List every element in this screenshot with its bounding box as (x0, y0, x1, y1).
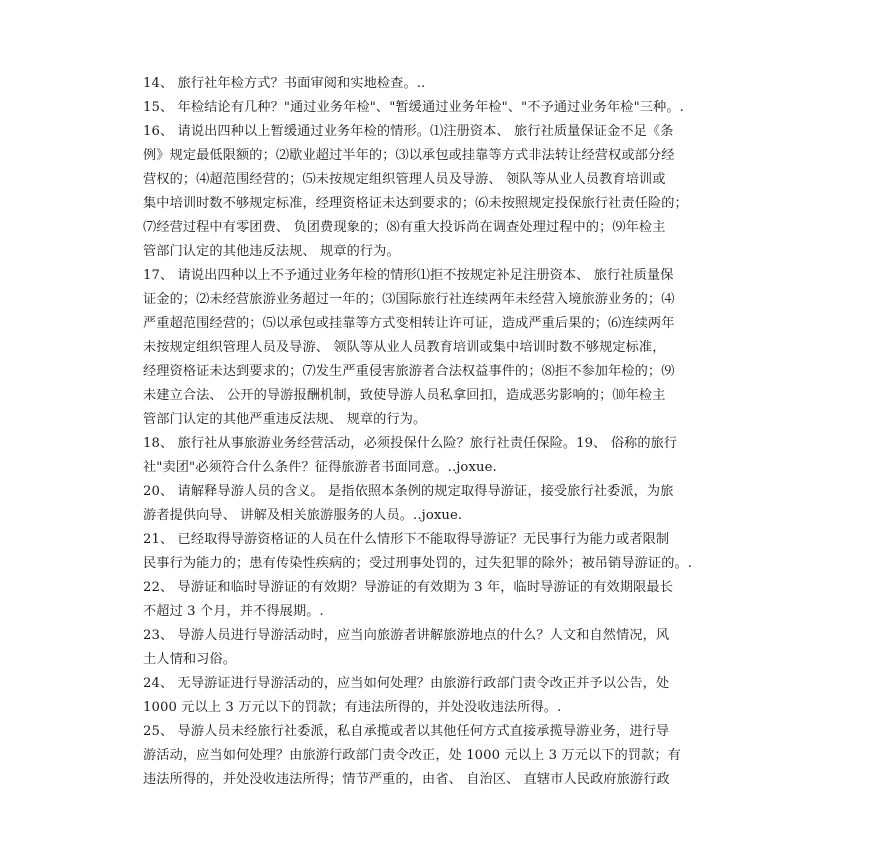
text-line-1: 14、 旅行社年检方式？书面审阅和实地检查。.. (143, 76, 426, 91)
text-line-8: 管部门认定的其他违反法规、 规章的行为。 (143, 244, 400, 259)
text-line-3: 16、 请说出四种以上暂缓通过业务年检的情形。⑴注册资本、 旅行社质量保证金不足《条 (143, 124, 674, 139)
text-line-17: 社"卖团"必须符合什么条件？征得旅游者书面同意。..joxue. (143, 460, 497, 475)
text-line-26: 24、 无导游证进行导游活动的，应当如何处理？由旅游行政部门责令改正并予以公告，处 (143, 676, 670, 691)
text-line-9: 17、 请说出四种以上不予通过业务年检的情形⑴拒不按规定补足注册资本、 旅行社质量保 (143, 268, 674, 283)
text-line-30: 违法所得的，并处没收违法所得；情节严重的，由省、 自治区、 直辖市人民政府旅游行政 (143, 772, 670, 787)
text-line-2: 15、 年检结论有几种？"通过业务年检"、"暂缓通过业务年检"、"不予通过业务年检"三种。. (143, 100, 684, 115)
text-line-6: 集中培训时数不够规定标准，经理资格证未达到要求的；⑹未按照规定投保旅行社责任险的； (143, 196, 688, 211)
text-line-18: 20、 请解释导游人员的含义。 是指依照本条例的规定取得导游证，接受旅行社委派，为旅 (143, 484, 674, 499)
document-body (143, 72, 745, 792)
text-line-21: 民事行为能力的；患有传染性疾病的；受过刑事处罚的，过失犯罪的除外；被吊销导游证的。. (143, 556, 693, 571)
text-line-13: 经理资格证未达到要求的；⑺发生严重侵害旅游者合法权益事件的；⑻拒不参加年检的；⑼ (143, 364, 675, 379)
text-line-27: 1000 元以上 3 万元以下的罚款；有违法所得的，并处没收违法所得。. (143, 700, 562, 715)
text-line-19: 游者提供向导、 讲解及相关旅游服务的人员。..joxue. (143, 508, 463, 523)
text-line-7: ⑺经营过程中有零团费、 负团费现象的；⑻有重大投诉尚在调查处理过程中的；⑼年检主 (143, 220, 666, 235)
text-line-25: 土人情和习俗。 (143, 652, 237, 667)
text-line-22: 22、 导游证和临时导游证的有效期？导游证的有效期为 3 年，临时导游证的有效期限最长 (143, 580, 673, 595)
text-line-24: 23、 导游人员进行导游活动时，应当向旅游者讲解旅游地点的什么？人文和自然情况，风 (143, 628, 670, 643)
text-line-5: 营权的；⑷超范围经营的；⑸未按规定组织管理人员及导游、 领队等从业人员教育培训或 (143, 172, 666, 187)
text-line-12: 未按规定组织管理人员及导游、 领队等从业人员教育培训或集中培训时数不够规定标准， (143, 340, 666, 355)
text-line-29: 游活动，应当如何处理？由旅游行政部门责令改正，处 1000 元以上 3 万元以下的罚款；有 (143, 748, 681, 763)
text-line-16: 18、 旅行社从事旅游业务经营活动，必须投保什么险？旅行社责任保险。19、 俗称的旅行 (143, 436, 678, 451)
text-line-10: 证金的；⑵未经营旅游业务超过一年的；⑶国际旅行社连续两年未经营入境旅游业务的；⑷ (143, 292, 675, 307)
text-line-20: 21、 已经取得导游资格证的人员在什么情形下不能取得导游证？无民事行为能力或者限制 (143, 532, 670, 547)
text-line-4: 例》规定最低限额的；⑵歇业超过半年的；⑶以承包或挂靠等方式非法转让经营权或部分经 (143, 148, 675, 163)
text-line-28: 25、 导游人员未经旅行社委派，私自承揽或者以其他任何方式直接承揽导游业务，进行导 (143, 724, 670, 739)
text-line-15: 管部门认定的其他严重违反法规、 规章的行为。 (143, 412, 427, 427)
text-line-11: 严重超范围经营的；⑸以承包或挂靠等方式变相转让许可证，造成严重后果的；⑹连续两年 (143, 316, 675, 331)
text-line-14: 未建立合法、 公开的导游报酬机制，致使导游人员私拿回扣，造成恶劣影响的；⑽年检主 (143, 388, 666, 403)
text-line-23: 不超过 3 个月，并不得展期。. (143, 604, 324, 619)
